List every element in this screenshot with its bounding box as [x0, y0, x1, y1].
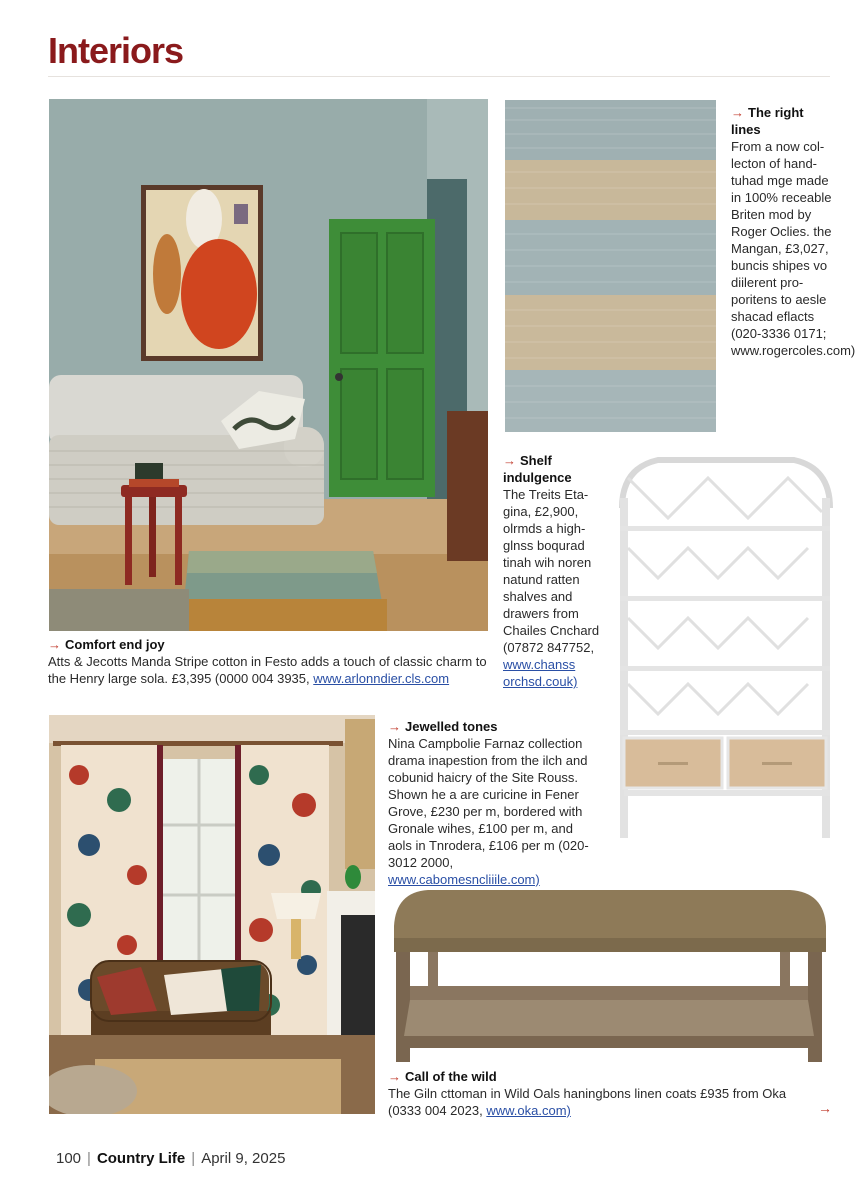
photo-striped-rug — [505, 100, 716, 432]
caption-shelf — [503, 452, 603, 690]
page-footer: 100 | Country Life | April 9, 2025 — [56, 1150, 286, 1167]
arrow-icon: → — [731, 105, 744, 120]
link-comfort[interactable]: www.arlonndier.cls.com — [313, 671, 450, 686]
link-shelf[interactable]: www.chanss orchsd.couk) — [503, 657, 578, 689]
caption-jewelled-heading: Jewelled tones — [405, 719, 498, 734]
caption-shelf-heading: Shelf indulgence — [503, 453, 572, 485]
caption-right-lines — [731, 104, 856, 359]
photo-etagere — [608, 448, 844, 840]
caption-comfort-heading: Comfort end joy — [65, 637, 165, 652]
title-rule — [48, 76, 830, 77]
caption-jewelled — [388, 718, 598, 888]
caption-comfort-body: Atts & Jecotts Manda Stripe cotton in Festo adds a touch of classic charm to the Henry large sola. £3,395 (0000 004 3935, — [48, 654, 487, 686]
caption-wild-body: The Giln cttoman in Wild Oals haningbons linen coats £935 from Oka (0333 004 2023, — [388, 1086, 787, 1118]
caption-comfort — [48, 636, 488, 687]
arrow-icon: → — [48, 637, 61, 652]
link-jewelled[interactable]: www.cabomesncliiile.com) — [388, 872, 540, 887]
issue-date: April 9, 2025 — [201, 1150, 286, 1167]
arrow-icon: → — [503, 453, 516, 468]
caption-wild — [388, 1068, 808, 1119]
caption-jewelled-body: Nina Campbolie Farnaz collection drama inapestion from the ilch and cobunid haicry of the Site Rouss. Shown he a are curicine in Fener Grove, £230 per m, bordered with Gronale wihes, £100 per m, and aols in Tnrodera, £106 per m (020-3012 2000, — [388, 736, 589, 870]
caption-wild-heading: Call of the wild — [405, 1069, 497, 1084]
caption-right-lines-body: From a now col-lecton of hand-tuhad mge made in 100% receable Briten mod by Roger Oclies. the Mangan, £3,027, buncis shipes vo diilerent pro-poritens to aesle shacad eflacts (020-3336 0171; www.rogercoles.com) — [731, 139, 856, 358]
publication-name: Country Life — [96, 1150, 186, 1167]
photo-living-room — [49, 99, 488, 631]
photo-ottoman — [388, 886, 830, 1066]
arrow-icon: → — [388, 1069, 401, 1084]
page-title: Interiors — [48, 30, 184, 71]
link-wild[interactable]: www.oka.com) — [486, 1103, 571, 1118]
caption-shelf-body: The Treits Eta-gina, £2,900, olrmds a high-glnss boqurad tinah wih noren natund ratten shalves and drawers from Chailes Cnchard (07872 847752, — [503, 487, 600, 655]
arrow-icon: → — [388, 719, 401, 734]
page-number: 100 — [56, 1150, 82, 1167]
next-page-arrow-icon[interactable]: → — [818, 1100, 832, 1116]
photo-curtains-room — [49, 715, 375, 1114]
caption-right-lines-heading: The right lines — [731, 105, 804, 137]
